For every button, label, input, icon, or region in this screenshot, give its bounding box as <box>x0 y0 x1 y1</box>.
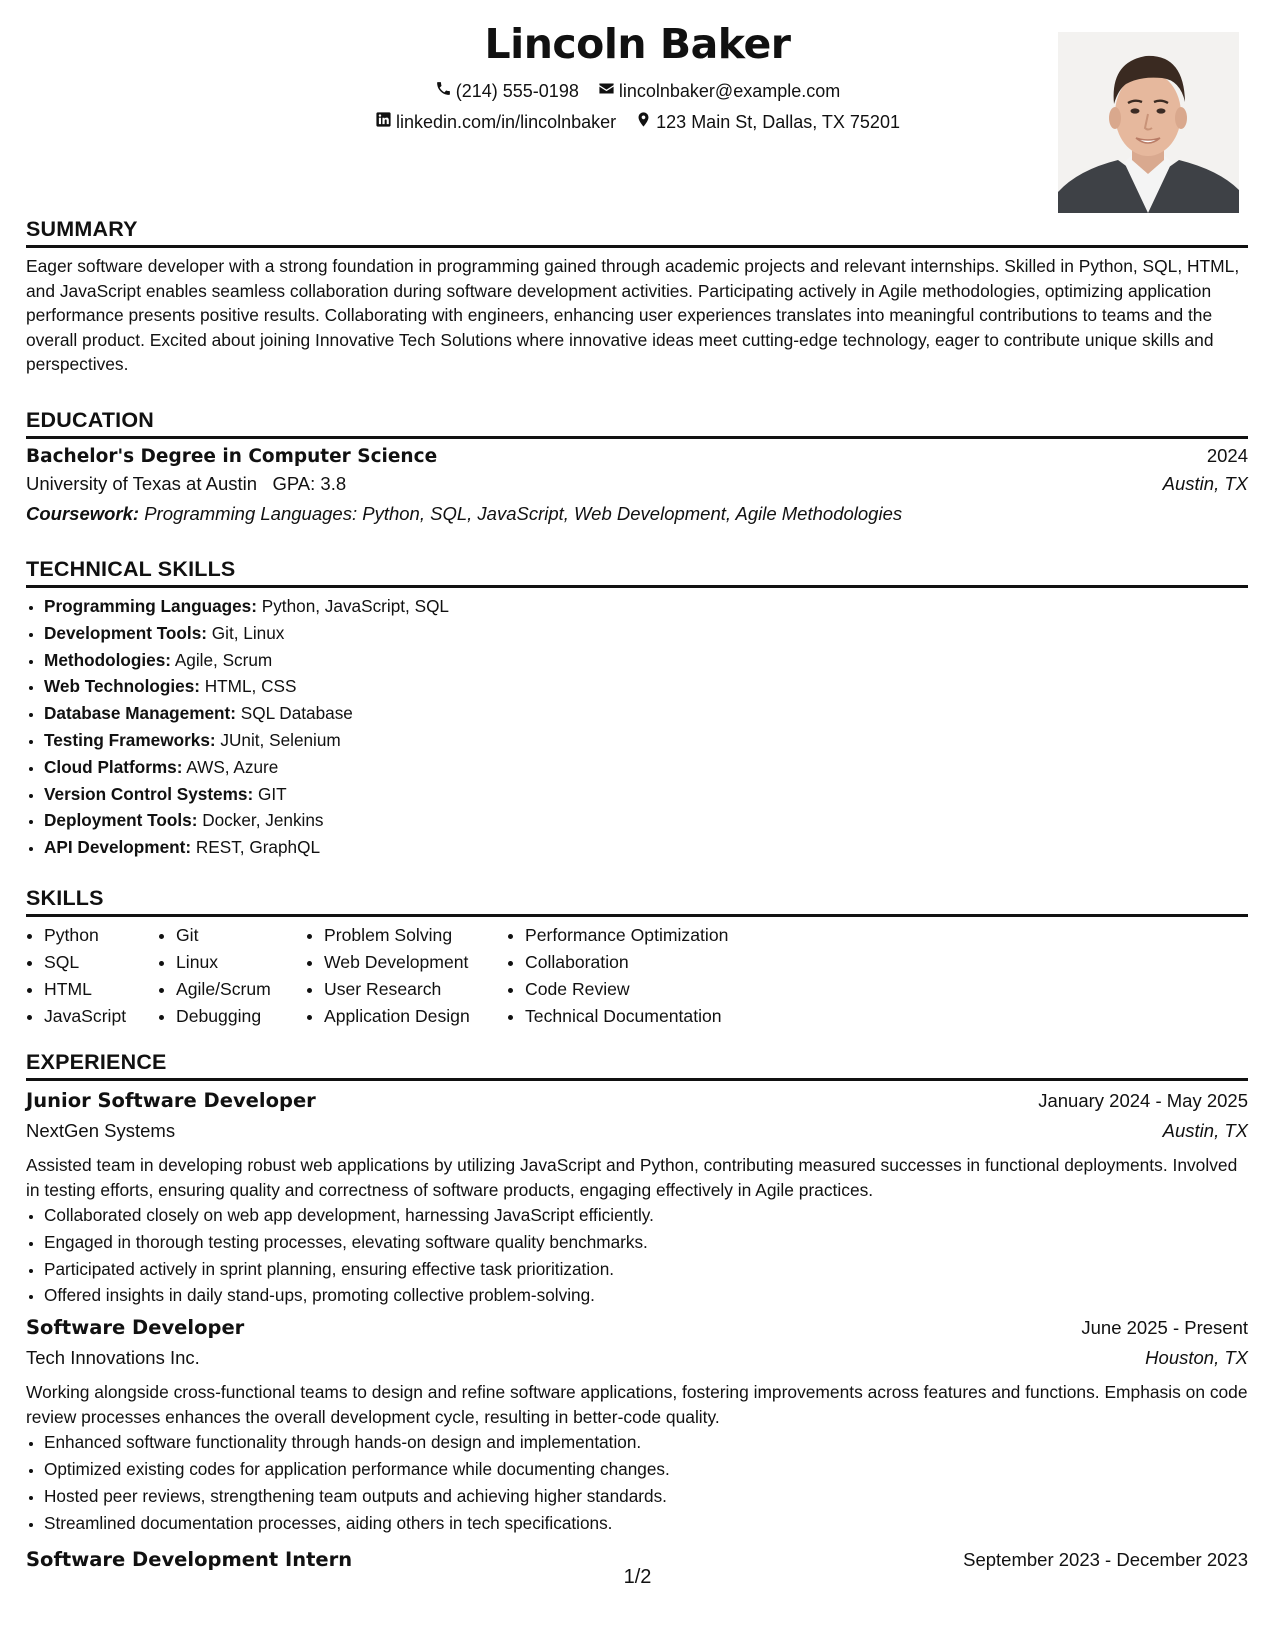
job-bullets <box>26 1202 1248 1309</box>
skill-values: Python, JavaScript, SQL <box>261 596 449 616</box>
list-item: • Web Development <box>324 949 507 976</box>
email-contact[interactable] <box>598 80 840 102</box>
skill-category: Deployment Tools: <box>44 810 198 831</box>
section-divider <box>26 436 1248 439</box>
job-company: Tech Innovations Inc. <box>26 1347 200 1369</box>
list-item <box>44 727 1248 754</box>
linkedin-url[interactable]: linkedin.com/in/lincolnbaker <box>396 111 617 132</box>
skill-category: API Development: <box>44 837 192 858</box>
list-item: • HTML <box>44 976 158 1003</box>
job-title: Junior Software Developer <box>26 1089 316 1112</box>
coursework <box>26 503 1248 525</box>
linkedin-contact[interactable] <box>375 111 616 133</box>
skill-category: Programming Languages: <box>44 596 257 616</box>
school-name: University of Texas at Austin <box>26 473 258 494</box>
skill-values: GIT <box>257 783 287 804</box>
location-pin-icon <box>635 111 656 133</box>
list-item: • Technical Documentation <box>525 1003 785 1030</box>
list-item: • Enhanced software functionality through hands-on design and implementation. <box>44 1429 1248 1456</box>
job-bullets <box>26 1429 1248 1536</box>
skills-column <box>306 922 507 1030</box>
education-school-row <box>26 473 1248 503</box>
skill-values: Docker, Jenkins <box>202 810 324 831</box>
summary-text: Eager software developer with a strong foundation in programming gained through academic projects and relevant internships. Skilled in Python, SQL, HTML, and JavaScript enables seamless collaboration during software development activities. Participating actively in Agile methodologies, optimizing application performance presents positive results. Collaborating with engineers, enhancing user experiences translates into meaningful contributions to teams and the overall product. Excited about joining Innovative Tech Solutions where innovative ideas meet cutting-edge technology, eager to contribute unique skills and perspectives. <box>26 256 1240 374</box>
list-item: • Linux <box>176 949 306 976</box>
section-divider <box>26 245 1248 248</box>
list-item: • Streamlined documentation processes, aiding others in tech specifications. <box>44 1510 1248 1537</box>
phone-icon <box>435 80 456 102</box>
list-item <box>44 700 1248 727</box>
job-company-row <box>26 1120 1248 1153</box>
job-title: Software Development Intern <box>26 1548 353 1572</box>
job-entry <box>26 1316 1248 1536</box>
page-number: 1/2 <box>623 1566 652 1588</box>
phone-number: (214) 555-0198 <box>455 80 579 101</box>
skill-category: Testing Frameworks: <box>44 729 216 750</box>
summary-section <box>26 216 1248 377</box>
list-item: • JavaScript <box>44 1003 158 1030</box>
coursework-label: Coursework: <box>26 503 140 524</box>
skill-values: REST, GraphQL <box>195 837 321 858</box>
list-item: • Offered insights in daily stand-ups, promoting collective problem-solving. <box>44 1282 1248 1309</box>
list-item <box>44 834 1248 861</box>
graduation-year: 2024 <box>1206 445 1248 466</box>
gpa: GPA: 3.8 <box>272 473 347 494</box>
list-item <box>44 620 1248 647</box>
list-item <box>44 647 1248 674</box>
education-section <box>26 407 1248 525</box>
skill-values: SQL Database <box>240 703 353 724</box>
skill-values: Git, Linux <box>211 622 285 643</box>
address-contact <box>635 111 900 133</box>
skill-values: HTML, CSS <box>204 676 297 697</box>
candidate-name: Lincoln Baker <box>484 20 791 68</box>
skill-category: Cloud Platforms: <box>44 756 183 777</box>
degree-name: Bachelor's Degree in Computer Science <box>26 446 438 467</box>
skills-grid <box>26 922 1248 1030</box>
list-item <box>44 593 1248 620</box>
list-item: • SQL <box>44 949 158 976</box>
skill-values: JUnit, Selenium <box>220 729 341 750</box>
list-item: • Performance Optimization <box>525 922 785 949</box>
phone-contact <box>435 80 579 102</box>
list-item: • Application Design <box>324 1003 507 1030</box>
job-header-row <box>26 1316 1248 1347</box>
skill-category: Development Tools: <box>44 622 207 643</box>
street-address: 123 Main St, Dallas, TX 75201 <box>656 111 900 132</box>
list-item: • Agile/Scrum <box>176 976 306 1003</box>
technical-skills-heading: TECHNICAL SKILLS <box>26 557 236 581</box>
skill-category: Version Control Systems: <box>44 783 254 804</box>
experience-section <box>26 1049 1248 1579</box>
skills-column <box>158 922 306 1030</box>
education-degree-row <box>26 445 1248 473</box>
experience-heading: EXPERIENCE <box>26 1050 167 1074</box>
skills-column <box>507 922 785 1030</box>
list-item <box>44 673 1248 700</box>
job-dates: January 2024 - May 2025 <box>1038 1090 1248 1111</box>
section-divider <box>26 1078 1248 1081</box>
list-item: • Debugging <box>176 1003 306 1030</box>
list-item <box>44 781 1248 808</box>
summary-heading: SUMMARY <box>26 217 138 241</box>
school-location: Austin, TX <box>1162 473 1248 494</box>
list-item: • Collaborated closely on web app development, harnessing JavaScript efficiently. <box>44 1202 1248 1229</box>
list-item: • Participated actively in sprint planning, ensuring effective task prioritization. <box>44 1256 1248 1283</box>
skills-column <box>26 922 158 1030</box>
job-company: NextGen Systems <box>26 1120 176 1141</box>
linkedin-icon <box>375 111 396 133</box>
profile-photo <box>1058 32 1239 213</box>
skill-values: Agile, Scrum <box>174 649 273 670</box>
school-info <box>26 473 346 495</box>
list-item <box>44 807 1248 834</box>
list-item: • Optimized existing codes for application performance while documenting changes. <box>44 1456 1248 1483</box>
list-item: • User Research <box>324 976 507 1003</box>
job-entry <box>26 1089 1248 1309</box>
list-item: • Problem Solving <box>324 922 507 949</box>
coursework-list: Programming Languages: Python, SQL, JavaScript, Web Development, Agile Methodologies <box>144 503 903 524</box>
education-heading: EDUCATION <box>26 408 155 432</box>
skill-category: Web Technologies: <box>44 676 200 697</box>
list-item: • Collaboration <box>525 949 785 976</box>
list-item: • Python <box>44 922 158 949</box>
skill-category: Database Management: <box>44 703 236 724</box>
envelope-icon <box>598 80 619 102</box>
job-description: Working alongside cross-functional teams to design and refine software applications, fostering improvements across features and functions. Emphasis on code review processes enhances the overall development cycle, resulting in better-code quality. <box>26 1382 1248 1427</box>
email-address[interactable]: lincolnbaker@example.com <box>618 80 841 101</box>
list-item <box>44 754 1248 781</box>
section-divider <box>26 585 1248 588</box>
list-item: • Git <box>176 922 306 949</box>
job-location: Houston, TX <box>1145 1347 1248 1369</box>
technical-skills-list <box>26 593 1248 861</box>
job-title: Software Developer <box>26 1316 245 1340</box>
section-divider <box>26 914 1248 917</box>
job-location: Austin, TX <box>1162 1120 1248 1141</box>
list-item: • Hosted peer reviews, strengthening team outputs and achieving higher standards. <box>44 1483 1248 1510</box>
technical-skills-section <box>26 556 1248 861</box>
job-description: Assisted team in developing robust web applications by utilizing JavaScript and Python, contributing measured successes in functional deployments. Involved in testing efforts, ensuring quality and correctness of software products, engaging effectively in Agile practices. <box>26 1155 1238 1200</box>
list-item: • Engaged in thorough testing processes, elevating software quality benchmarks. <box>44 1229 1248 1256</box>
skill-values: AWS, Azure <box>186 756 279 777</box>
job-dates: June 2025 - Present <box>1081 1317 1248 1339</box>
skills-heading: SKILLS <box>26 886 104 910</box>
skill-category: Methodologies: <box>44 649 171 670</box>
skills-section <box>26 885 1248 1030</box>
job-dates: September 2023 - December 2023 <box>963 1549 1248 1571</box>
job-company-row <box>26 1347 1248 1380</box>
job-header-row <box>26 1089 1248 1120</box>
list-item: • Code Review <box>525 976 785 1003</box>
